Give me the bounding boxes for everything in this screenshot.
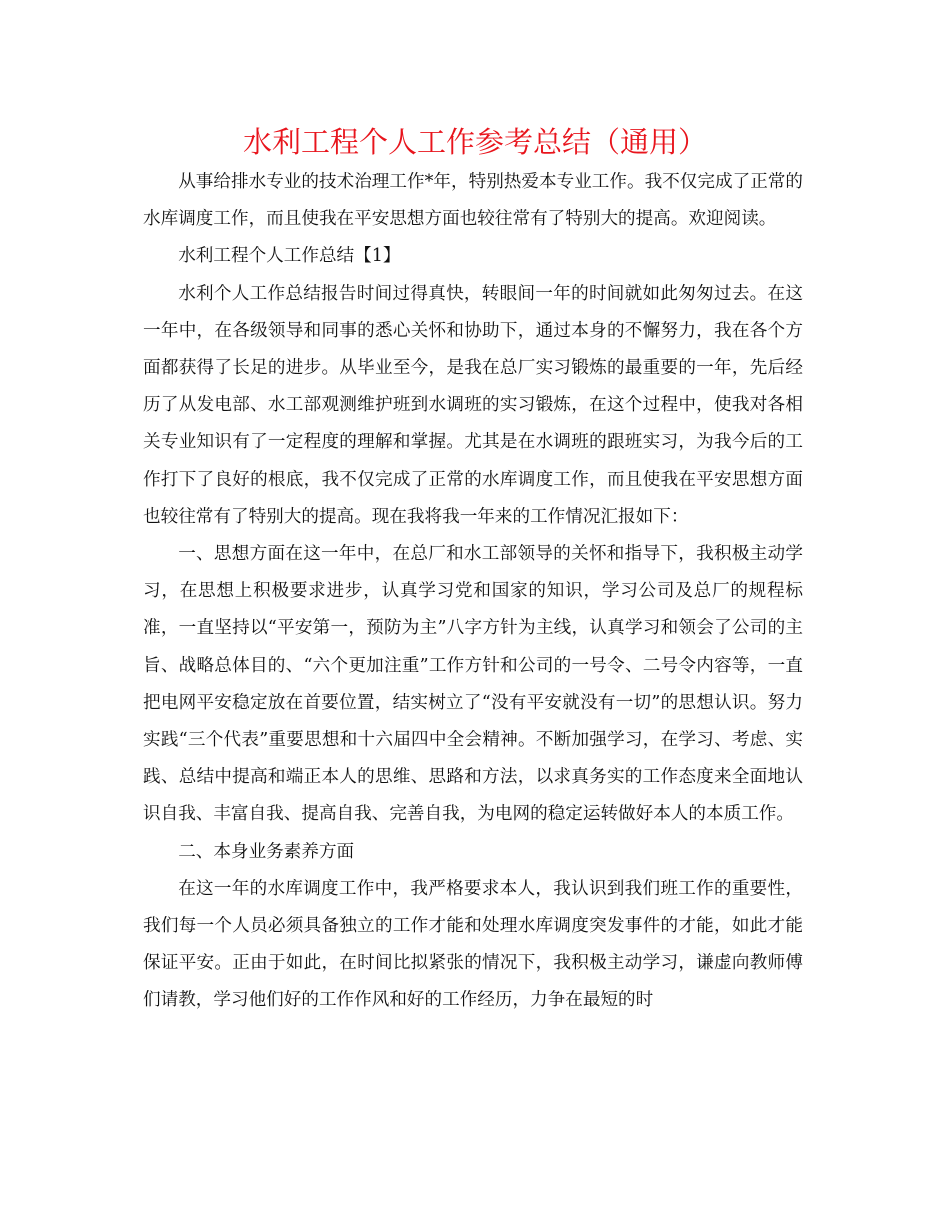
document-body xyxy=(143,164,803,1020)
section-heading-summary-1: 水利工程个人工作总结【1】 xyxy=(178,246,401,267)
intro-paragraph: 从事给排水专业的技术治理工作*年，特别热爱本专业工作。我不仅完成了正常的水库调度工作，而且使我在平安思想方面也较往常有了特别大的提高。欢迎阅读。 xyxy=(143,172,803,230)
summary-paragraph: 水利个人工作总结报告时间过得真快，转眼间一年的时间就如此匆匆过去。在这一年中，在各级领导和同事的悉心关怀和协助下，通过本身的不懈努力，我在各个方面都获得了长足的进步。从毕业至今，是我在总厂实习锻炼的最重要的一年，先后经历了从发电部、水工部观测维护班到水调班的实习锻炼，在这个过程中，使我对各相关专业知识有了一定程度的理解和掌握。尤其是在水调班的跟班实习，为我今后的工作打下了良好的根底，我不仅完成了正常的水库调度工作，而且使我在平安思想方面也较往常有了特别大的提高。现在我将我一年来的工作情况汇报如下： xyxy=(143,283,803,527)
thought-section-paragraph: 一、思想方面在这一年中，在总厂和水工部领导的关怀和指导下，我积极主动学习，在思想上积极要求进步，认真学习党和国家的知识，学习公司及总厂的规程标准，一直坚持以“平安第一，预防为主”八字方针为主线，认真学习和领会了公司的主旨、战略总体目的、“六个更加注重”工作方针和公司的一号令、二号令内容等，一直把电网平安稳定放在首要位置，结实树立了“没有平安就没有一切”的思想认识。努力实践“三个代表”重要思想和十六届四中全会精神。不断加强学习，在学习、考虑、实践、总结中提高和端正本人的思维、思路和方法，以求真务实的工作态度来全面地认识自我、丰富自我、提高自我、完善自我，为电网的稳定运转做好本人的本质工作。 xyxy=(143,544,803,825)
business-paragraph: 在这一年的水库调度工作中，我严格要求本人，我认识到我们班工作的重要性，我们每一个人员必须具备独立的工作才能和处理水库调度突发事件的才能，如此才能保证平安。正由于如此，在时间比拟紧张的情况下，我积极主动学习，谦虚向教师傅们请教，学习他们好的工作作风和好的工作经历，力争在最短的时 xyxy=(143,878,803,1011)
section-heading-business: 二、本身业务素养方面 xyxy=(178,841,355,862)
document-title: 水利工程个人工作参考总结（通用） xyxy=(242,125,707,159)
